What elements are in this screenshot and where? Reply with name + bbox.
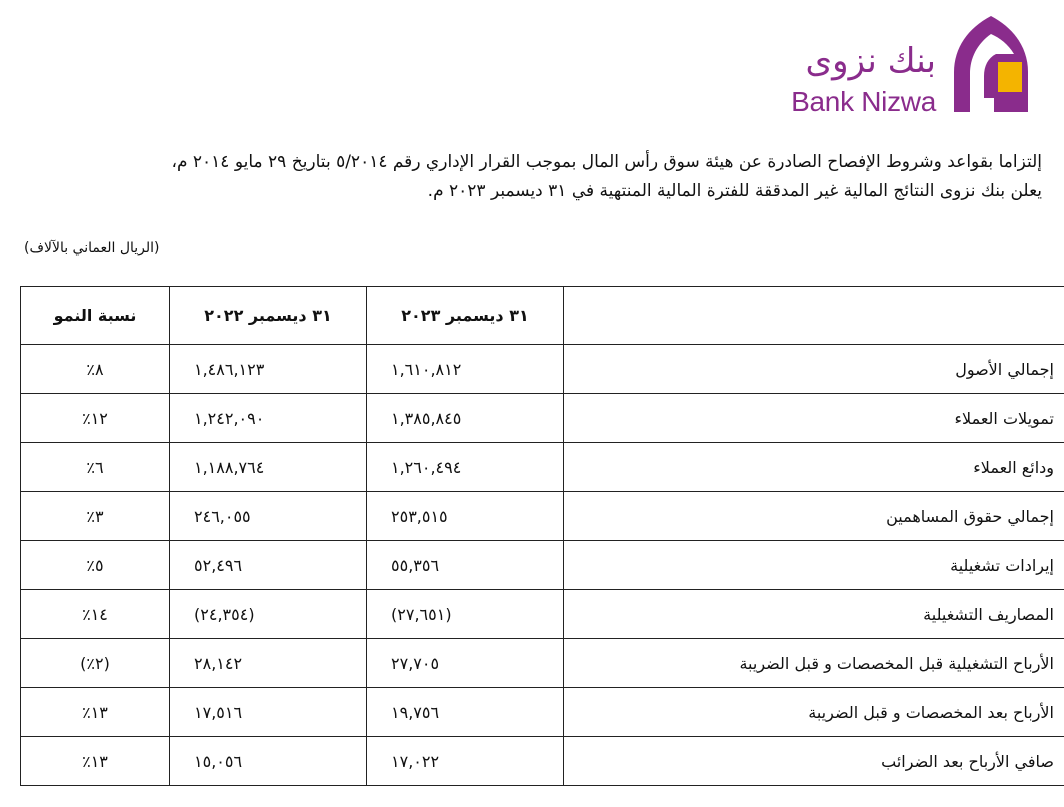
value-2023: ٢٧,٧٠٥ [367,639,564,688]
row-label: إجمالي الأصول [564,345,1064,394]
value-2023: ٥٥,٣٥٦ [367,541,564,590]
growth-rate: ١٢٪ [21,394,170,443]
row-label: ودائع العملاء [564,443,1064,492]
intro-line-2: يعلن بنك نزوى النتائج المالية غير المدققة للفترة المالية المنتهية في ٣١ ديسمبر ٢٠٢٣ م. [427,181,1042,201]
value-2023: ٢٥٣,٥١٥ [367,492,564,541]
value-2023: ١,٣٨٥,٨٤٥ [367,394,564,443]
value-2023: ١٧,٠٢٢ [367,737,564,786]
header-label [564,287,1064,345]
row-label: إيرادات تشغيلية [564,541,1064,590]
value-2023: ١,٢٦٠,٤٩٤ [367,443,564,492]
table-row [21,541,1064,590]
financial-results-table [20,286,1064,786]
growth-rate: ١٤٪ [21,590,170,639]
value-2023: ١٩,٧٥٦ [367,688,564,737]
header-2023: ٣١ ديسمبر ٢٠٢٣ [367,287,564,345]
bank-nizwa-emblem-icon [948,14,1034,114]
logo-arabic-text: بنك نزوى [805,41,936,81]
table-header-row [21,287,1064,345]
value-2022: ٢٨,١٤٢ [170,639,367,688]
value-2022: ١٥,٠٥٦ [170,737,367,786]
intro-paragraph [12,148,1042,206]
value-2022: ٥٢,٤٩٦ [170,541,367,590]
header-growth: نسبة النمو [21,287,170,345]
value-2023: ١,٦١٠,٨١٢ [367,345,564,394]
growth-rate: (٢٪) [21,639,170,688]
row-label: إجمالي حقوق المساهمين [564,492,1064,541]
row-label: الأرباح بعد المخصصات و قبل الضريبة [564,688,1064,737]
intro-line-1: إلتزاما بقواعد وشروط الإفصاح الصادرة عن هيئة سوق رأس المال بموجب القرار الإداري رقم ٥/٢٠١٤ بتاريخ ٢٩ مايو ٢٠١٤ م، [171,152,1042,172]
table-row [21,394,1064,443]
growth-rate: ١٣٪ [21,688,170,737]
table-row [21,443,1064,492]
table-row [21,737,1064,786]
value-2022: ١,٢٤٢,٠٩٠ [170,394,367,443]
table-row [21,688,1064,737]
row-label: صافي الأرباح بعد الضرائب [564,737,1064,786]
table-row [21,639,1064,688]
currency-unit-note: (الريال العماني بالآلاف) [24,240,160,256]
table-row [21,345,1064,394]
growth-rate: ٨٪ [21,345,170,394]
header-2022: ٣١ ديسمبر ٢٠٢٢ [170,287,367,345]
value-2022: ١,٤٨٦,١٢٣ [170,345,367,394]
growth-rate: ٦٪ [21,443,170,492]
value-2022: ١٧,٥١٦ [170,688,367,737]
row-label: المصاريف التشغيلية [564,590,1064,639]
row-label: الأرباح التشغيلية قبل المخصصات و قبل الضريبة [564,639,1064,688]
value-2022: ٢٤٦,٠٥٥ [170,492,367,541]
growth-rate: ٣٪ [21,492,170,541]
growth-rate: ٥٪ [21,541,170,590]
row-label: تمويلات العملاء [564,394,1064,443]
logo-english-text: Bank Nizwa [791,86,936,117]
value-2023: (٢٧,٦٥١) [367,590,564,639]
value-2022: ١,١٨٨,٧٦٤ [170,443,367,492]
value-2022: (٢٤,٣٥٤) [170,590,367,639]
table-row [21,590,1064,639]
table-row [21,492,1064,541]
bank-logo [734,12,1034,117]
growth-rate: ١٣٪ [21,737,170,786]
